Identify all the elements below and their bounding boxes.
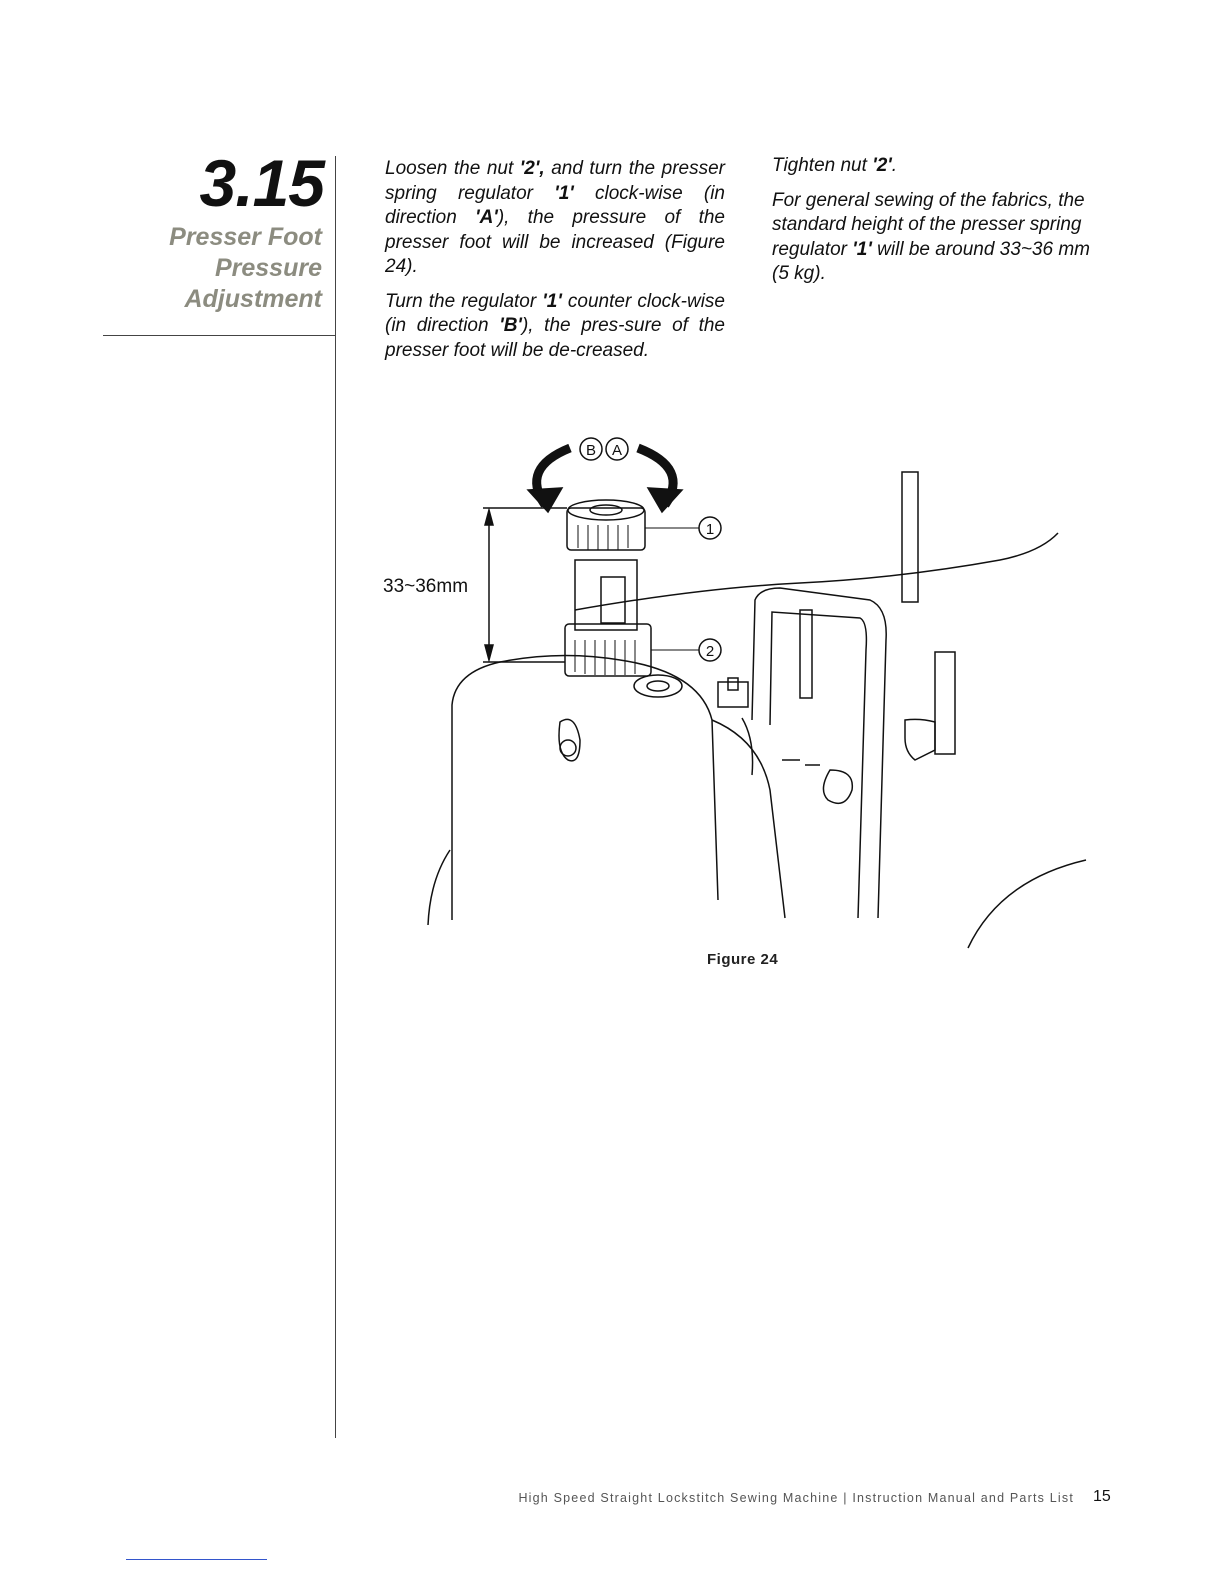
regulator-knob-top [568,500,644,520]
oil-hole-inner [647,681,669,691]
side-screw-lower [560,740,576,756]
paragraph-tighten-nut: Tighten nut '2'. [772,155,898,176]
direction-a-label: A [611,442,623,459]
machine-face-plate [712,720,785,918]
needle-bar [902,472,918,602]
machine-bed-curve [968,860,1086,948]
callout-1-label: 1 [705,521,715,538]
paragraph-standard-height: For general sewing of the fabrics, the standard height of the presser spring regulator '1' will be around 33~36 mm (5 kg). [772,189,1090,284]
regulator-knob-hole [590,505,622,515]
section-divider-horizontal [103,335,335,336]
callout-2-label: 2 [705,643,715,660]
regulator-knob-knurl [578,525,628,550]
machine-head-inner [428,850,450,925]
paragraph-turn-regulator: Turn the regulator '1' counter clock-wise (in direction 'B'), the pres-sure of the presser foot will be de-creased. [385,290,725,361]
regulator-slot [601,577,625,623]
machine-arm-top [575,533,1058,610]
figure-caption: Figure 24 [707,951,779,968]
bracket-inner [728,678,738,690]
machine-head-outline [452,655,718,920]
oil-hole [634,675,682,697]
thread-guide [800,610,812,698]
rotation-arrow-a-head [648,488,682,512]
presser-foot-shank [935,652,955,754]
dimension-arrow-top [485,510,493,525]
section-title-line: Presser Foot [169,223,322,251]
bracket [718,682,748,707]
cover-curve [742,718,753,775]
section-title-line: Adjustment [184,285,322,313]
text-column-right [772,154,1112,297]
dimension-arrow-bottom [485,645,493,660]
regulator-collar-knurl [575,640,635,675]
figure-24-illustration [370,430,1100,960]
regulator-shaft [575,560,637,630]
direction-b-label: B [585,442,597,459]
section-title [169,222,322,315]
paragraph-loosen-nut: Loosen the nut '2', and turn the presser spring regulator '1' clock-wise (in direction 'A'), the pressure of the presser foot will be increased (Figure 24). [385,158,725,277]
page-number: 15 [1093,1488,1111,1505]
section-title-line: Pressure [214,254,322,282]
dimension-label: 33~36mm [383,576,469,597]
bottom-link-underline [126,1559,267,1560]
regulator-collar [565,624,651,676]
lamp-part [782,760,852,803]
section-number: 3.15 [199,146,324,220]
presser-foot [905,719,935,760]
footer-text: High Speed Straight Lockstitch Sewing Machine | Instruction Manual and Parts List [518,1491,1074,1505]
text-column-left [385,157,725,373]
section-divider-vertical [335,156,336,1438]
